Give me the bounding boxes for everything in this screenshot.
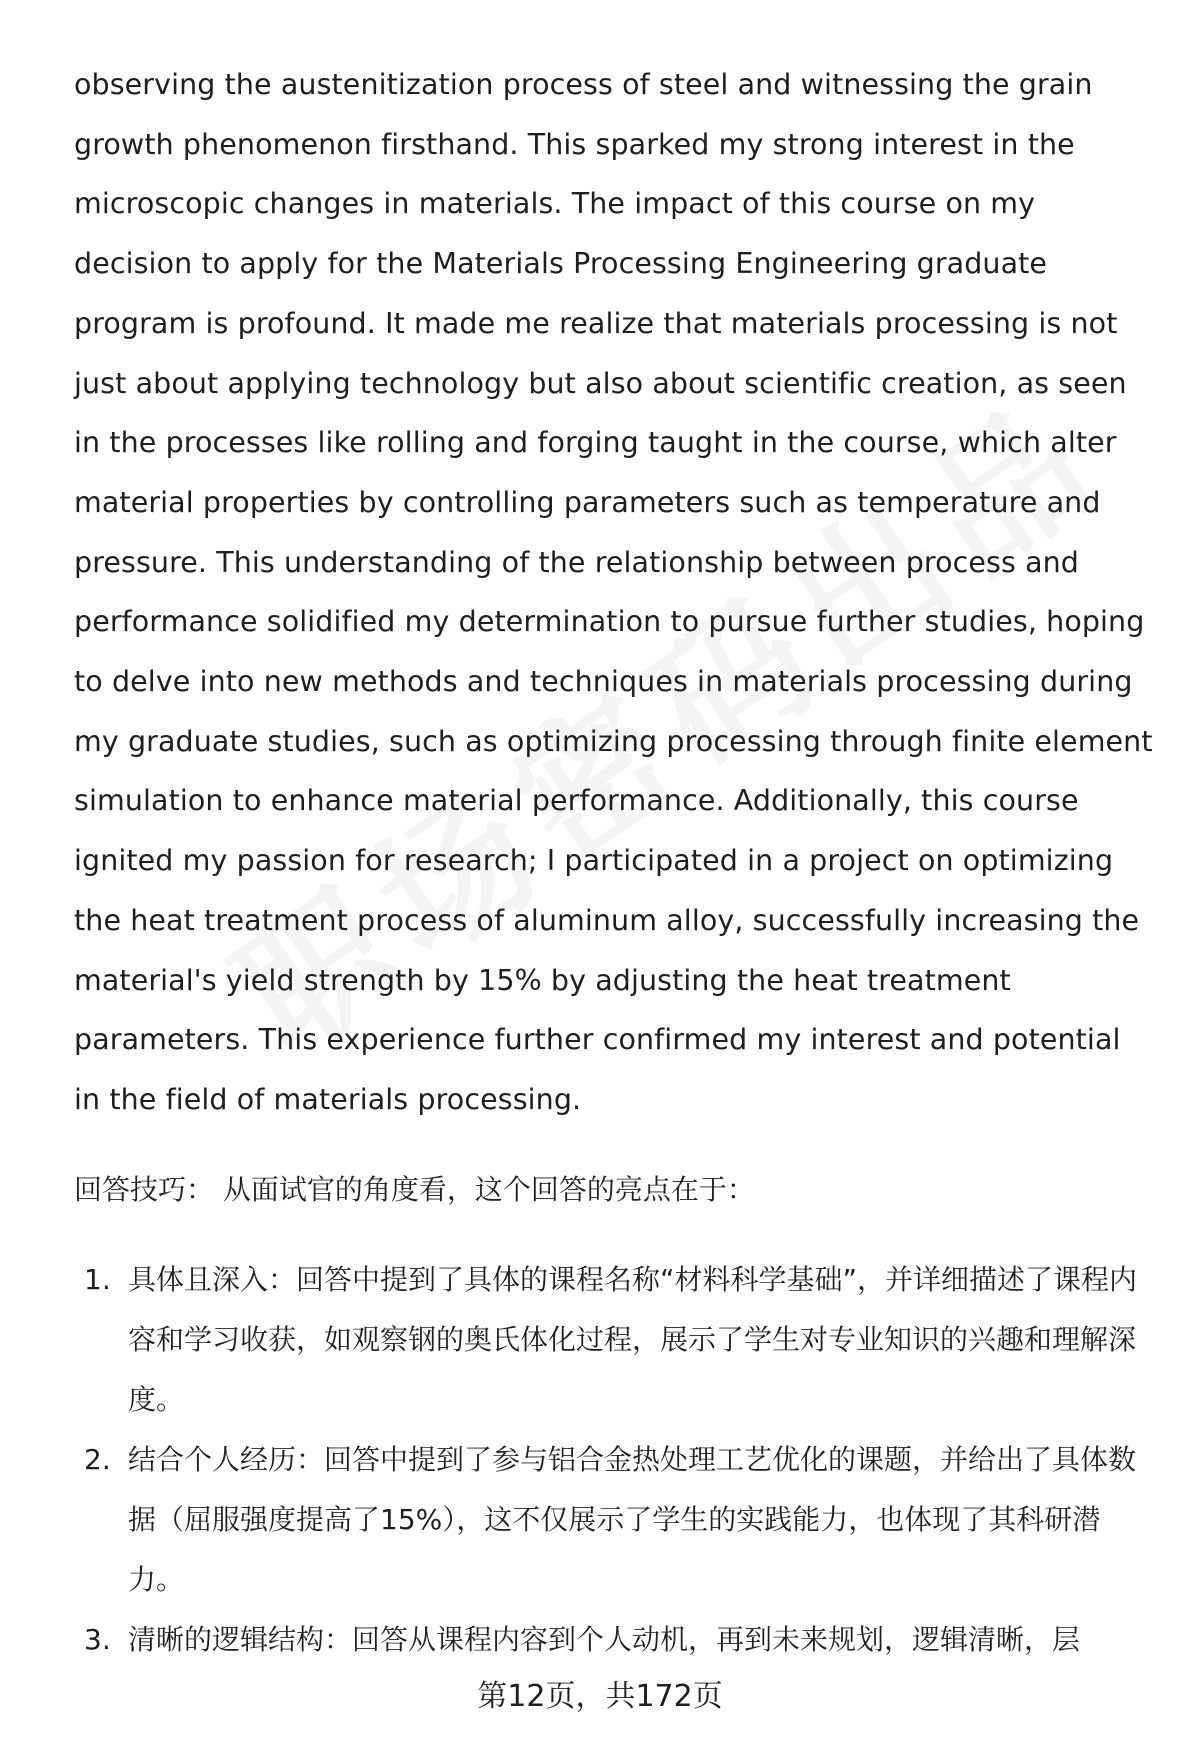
list-item (74, 1610, 1144, 1670)
list-item-text: 结合个人经历：回答中提到了参与铝合金热处理工艺优化的课题，并给出了具体数据（屈服强度提高了15%），这不仅展示了学生的实践能力，也体现了其科研潜力。 (128, 1443, 1137, 1596)
list-item (74, 1430, 1144, 1610)
list-item-number: 1. (84, 1263, 111, 1296)
list-item (74, 1250, 1144, 1430)
answer-paragraph: observing the austenitization process of steel and witnessing the grain growth phenomenon firsthand. This sparked my strong interest in the microscopic changes in materials. The impact of this course on my decision to apply for the Materials Processing Engineering graduate program is profound. It made me realize that materials processing is not just about applying technology but also about scientific creation, as seen in the processes like rolling and forging taught in the course, which alter material properties by controlling parameters such as temperature and pressure. This understanding of the relationship between process and performance solidified my determination to pursue further studies, hoping to delve into new methods and techniques in materials processing during my graduate studies, such as optimizing processing through finite element simulation to enhance material performance. Additionally, this course ignited my passion for research; I participated in a project on optimizing the heat treatment process of aluminum alloy, successfully increasing the material's yield strength by 15% by adjusting the heat treatment parameters. This experience further confirmed my interest and potential in the field of materials processing. (74, 68, 1153, 1116)
list-item-number: 2. (84, 1443, 111, 1476)
tips-heading: 回答技巧： 从面试官的角度看，这个回答的亮点在于： (74, 1173, 755, 1206)
list-item-number: 3. (84, 1623, 111, 1656)
tips-list (74, 1250, 1144, 1670)
list-item-text: 清晰的逻辑结构：回答从课程内容到个人动机，再到未来规划，逻辑清晰，层 (128, 1623, 1081, 1656)
page-number-footer: 第12页，共172页 (477, 1679, 723, 1714)
list-item-text: 具体且深入：回答中提到了具体的课程名称“材料科学基础”，并详细描述了课程内容和学习收获，如观察钢的奥氏体化过程，展示了学生对专业知识的兴趣和理解深度。 (128, 1263, 1138, 1416)
